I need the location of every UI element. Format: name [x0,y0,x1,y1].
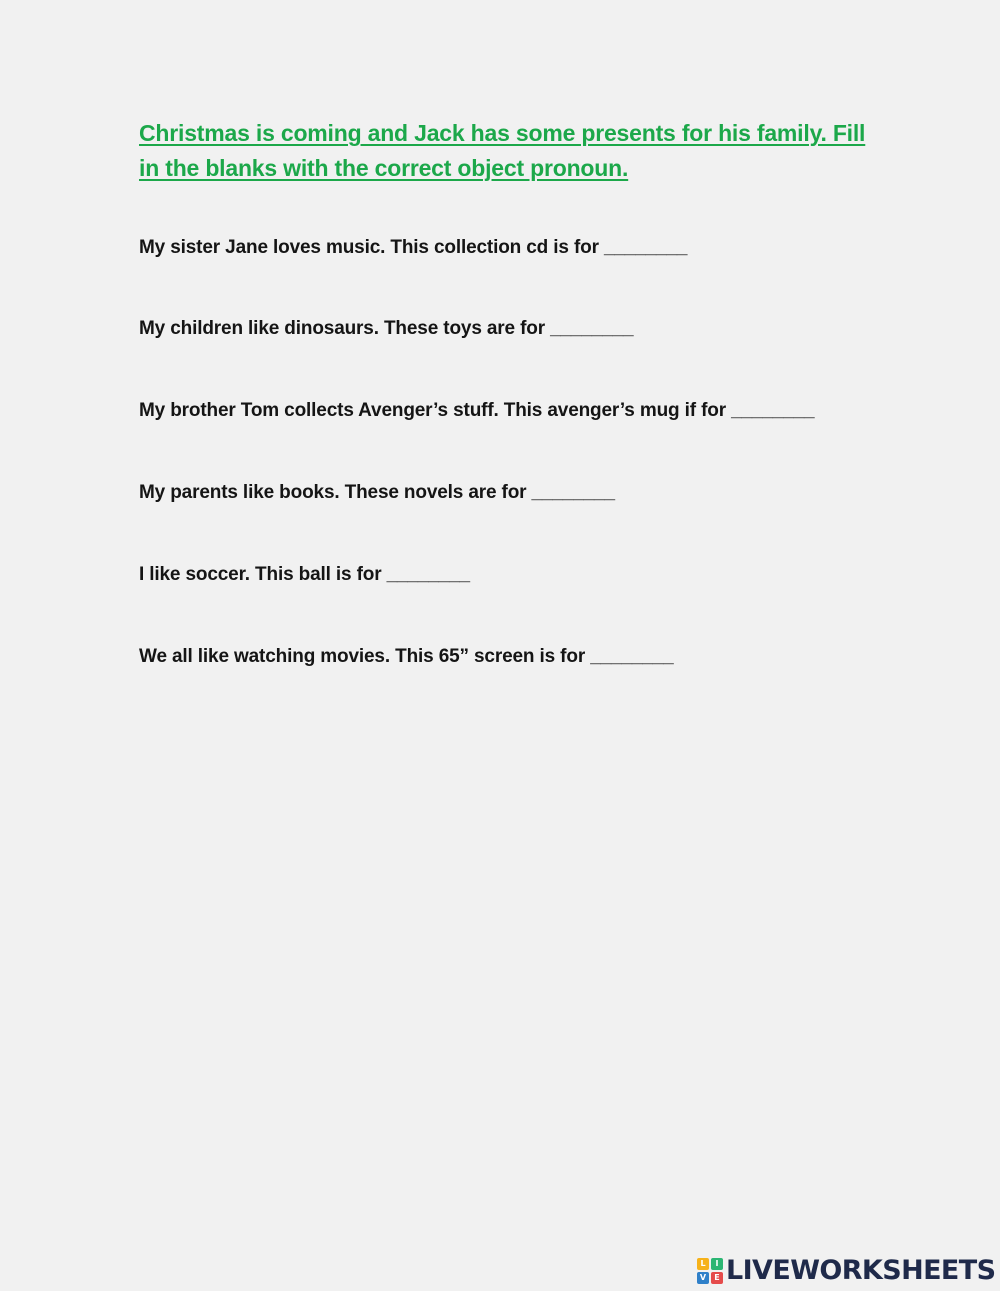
question-6: We all like watching movies. This 65” screen is for ________ [139,646,674,667]
logo-mark-letter-e: E [711,1272,723,1284]
logo-mark-letter-v: V [697,1272,709,1284]
instructions-heading: Christmas is coming and Jack has some presents for his family. Fill in the blanks with the correct object pronoun. [139,120,866,181]
liveworksheets-logo-mark-icon [697,1258,723,1284]
logo-mark-letter-l: L [697,1258,709,1270]
liveworksheets-logo [697,1256,995,1286]
question-1: My sister Jane loves music. This collection cd is for ________ [139,237,688,258]
question-5: I like soccer. This ball is for ________ [139,564,470,585]
question-3: My brother Tom collects Avenger’s stuff. This avenger’s mug if for ________ [139,400,815,421]
logo-text: LIVEWORKSHEETS [726,1255,996,1286]
question-2: My children like dinosaurs. These toys are for ________ [139,318,634,339]
logo-mark-letter-i: I [711,1258,723,1270]
question-4: My parents like books. These novels are for ________ [139,482,615,503]
